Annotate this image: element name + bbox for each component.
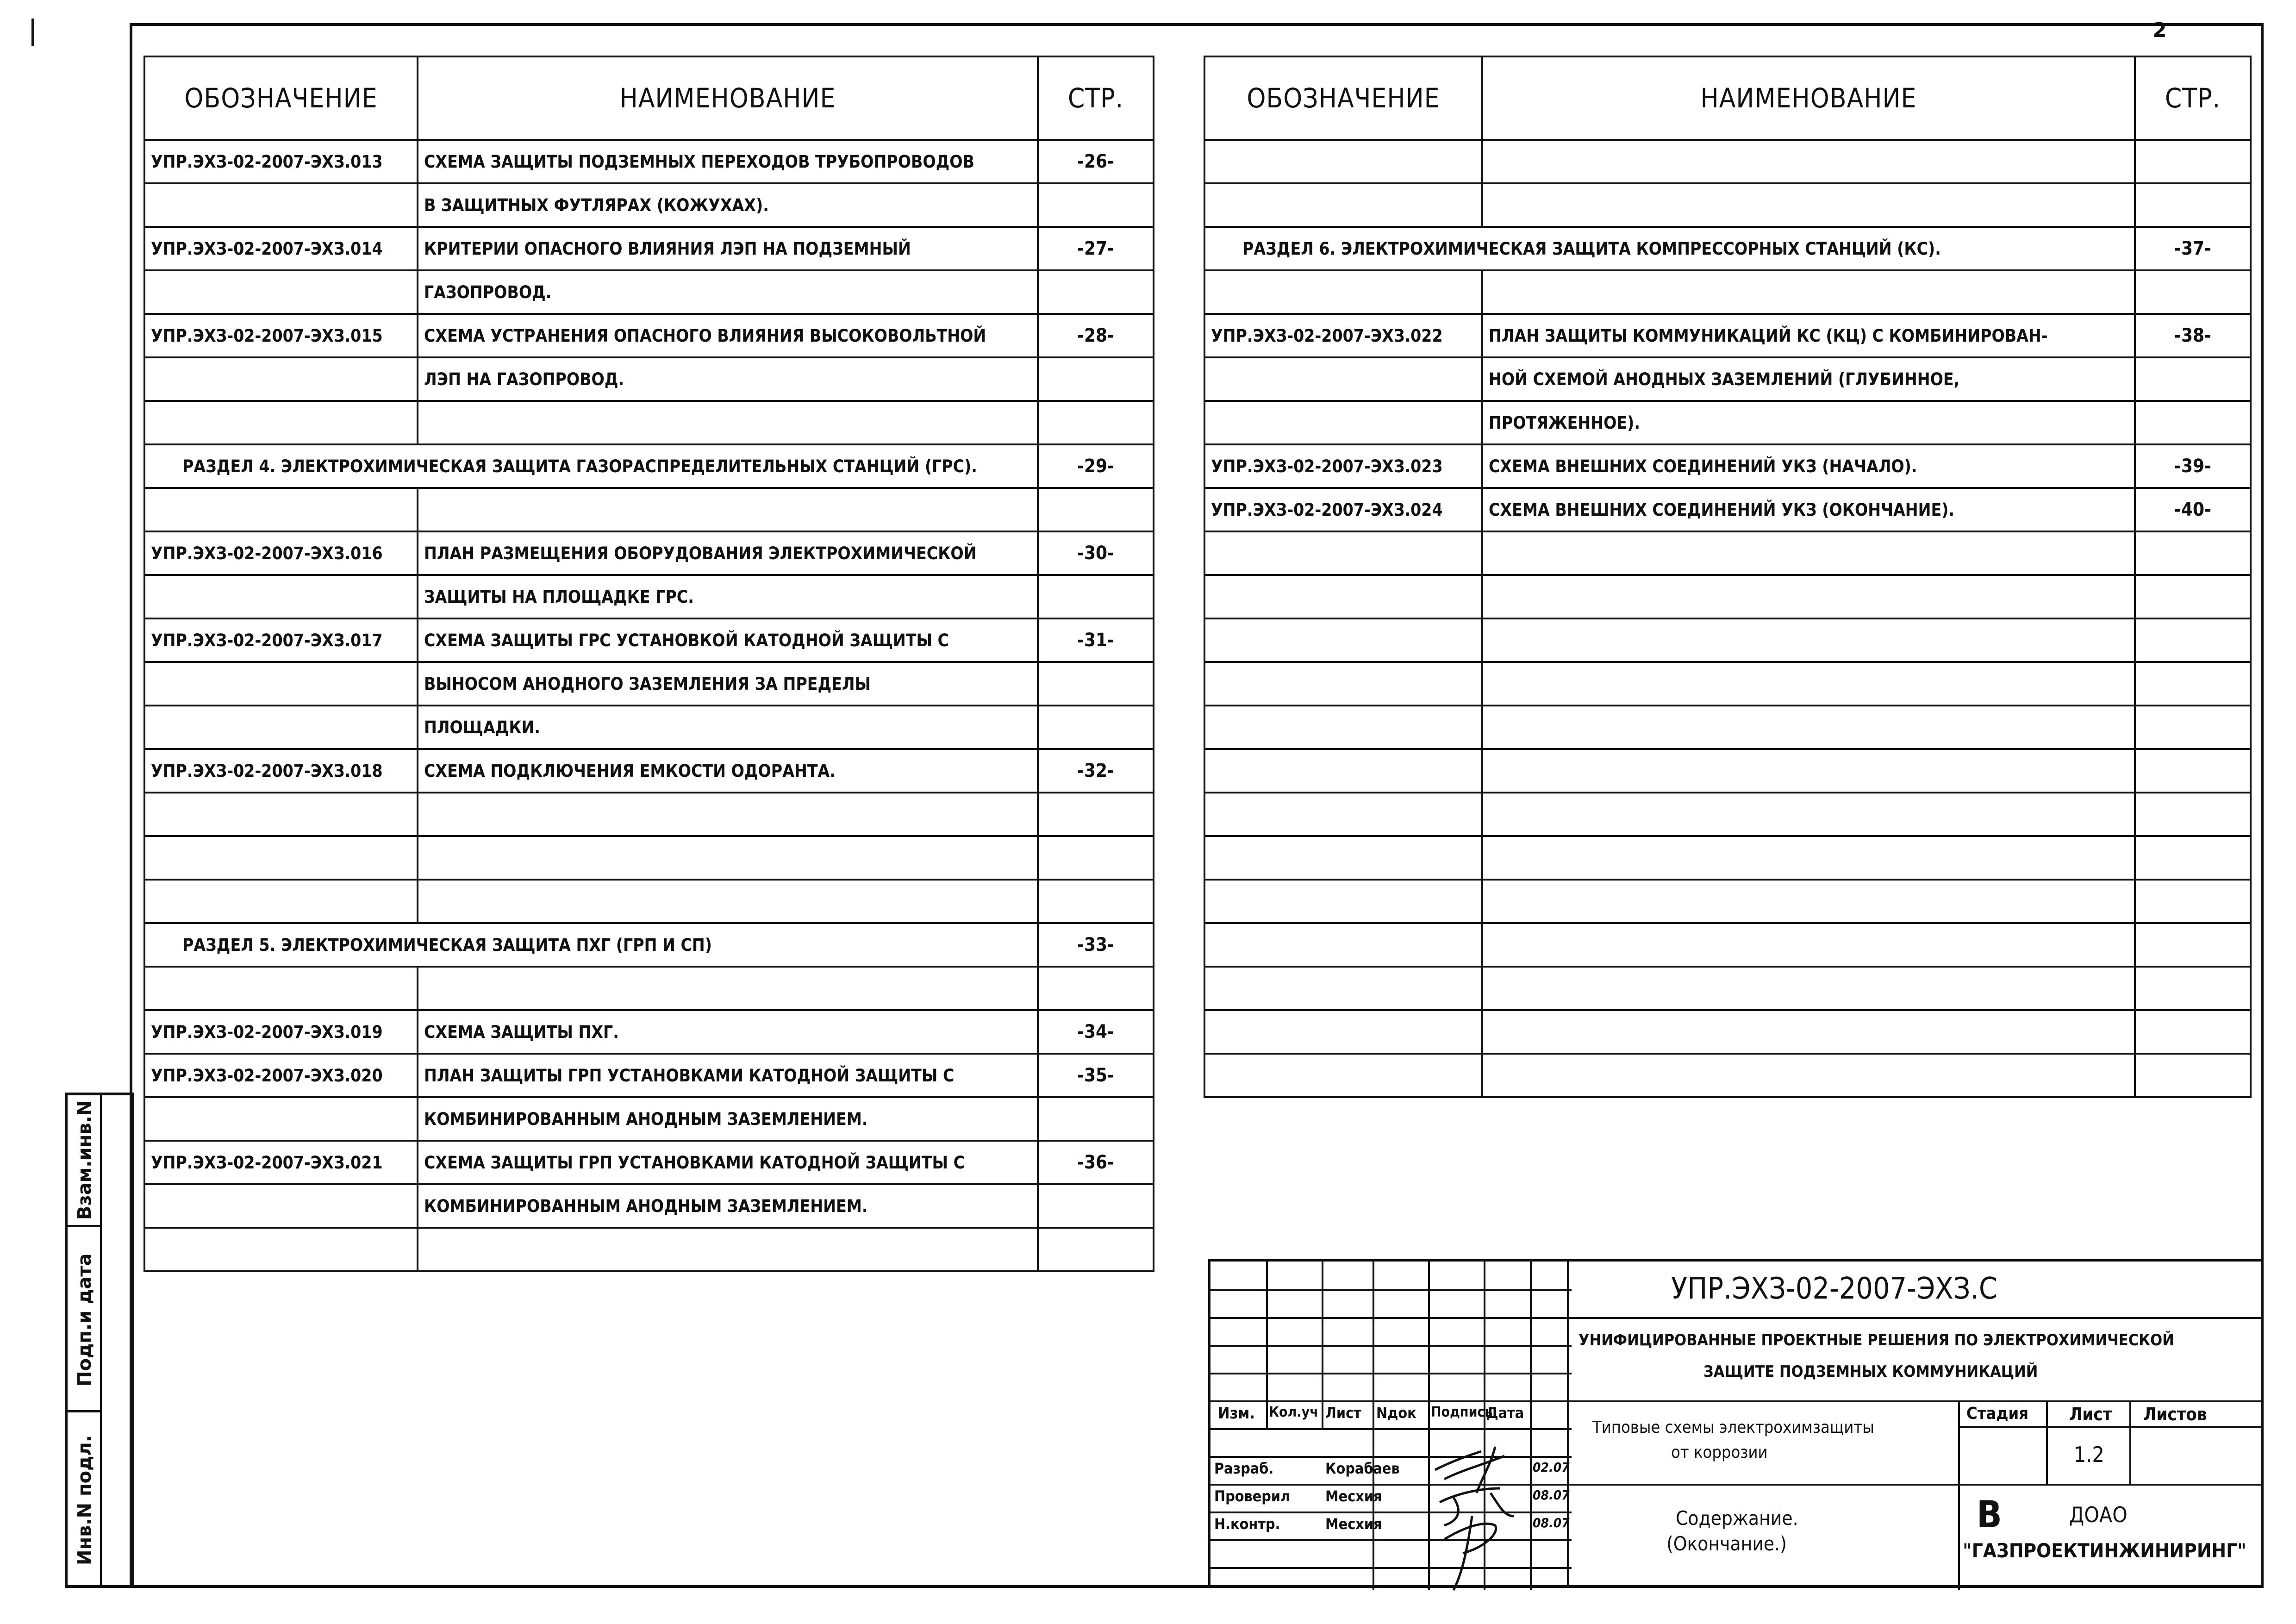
page-cell bbox=[2135, 923, 2251, 967]
date-developer: 02.07 bbox=[1533, 1460, 1570, 1475]
col-header-sheet: Лист bbox=[1325, 1404, 1361, 1422]
page-cell bbox=[2135, 967, 2251, 1010]
table-row bbox=[144, 183, 1154, 227]
role-norm-control: Н.контр. bbox=[1214, 1515, 1280, 1533]
page-cell bbox=[2135, 401, 2251, 444]
name-cell: ПЛОЩАДКИ. bbox=[418, 706, 1038, 749]
table-row bbox=[144, 793, 1154, 836]
page-cell: -26- bbox=[1038, 140, 1154, 183]
designation-cell bbox=[144, 488, 418, 531]
name-cell bbox=[1482, 270, 2135, 314]
role-checker: Проверил bbox=[1214, 1487, 1291, 1505]
col-header-date: Дата bbox=[1486, 1404, 1524, 1422]
designation-cell bbox=[144, 967, 418, 1010]
designation-cell bbox=[144, 662, 418, 706]
designation-cell bbox=[1204, 357, 1482, 401]
page-cell: -39- bbox=[2135, 444, 2251, 488]
page-cell bbox=[2135, 140, 2251, 183]
designation-cell bbox=[144, 270, 418, 314]
designation-cell: УПР.ЭХЗ-02-2007-ЭХЗ.018 bbox=[144, 749, 418, 793]
page-cell: -35- bbox=[1038, 1054, 1154, 1097]
name-cell bbox=[1482, 1054, 2135, 1097]
page-cell bbox=[1038, 270, 1154, 314]
name-cell bbox=[1482, 531, 2135, 575]
name-cell: НОЙ СХЕМОЙ АНОДНЫХ ЗАЗЕМЛЕНИЙ (ГЛУБИННОЕ, bbox=[1482, 357, 2135, 401]
document-designation: УПР.ЭХЗ-02-2007-ЭХЗ.С bbox=[1671, 1272, 1998, 1306]
page-cell: -29- bbox=[1038, 444, 1154, 488]
name-cell: СХЕМА ЗАЩИТЫ ПОДЗЕМНЫХ ПЕРЕХОДОВ ТРУБОПРОВОДОВ bbox=[418, 140, 1038, 183]
designation-cell bbox=[144, 836, 418, 880]
header-name: НАИМЕНОВАНИЕ bbox=[418, 56, 1038, 140]
name-cell: СХЕМА ВНЕШНИХ СОЕДИНЕНИЙ УКЗ (ОКОНЧАНИЕ). bbox=[1482, 488, 2135, 531]
table-row bbox=[1204, 140, 2251, 183]
page-cell bbox=[1038, 880, 1154, 923]
name-cell: ЗАЩИТЫ НА ПЛОЩАДКЕ ГРС. bbox=[418, 575, 1038, 618]
name-cell bbox=[1482, 880, 2135, 923]
page-cell: -31- bbox=[1038, 618, 1154, 662]
page-cell bbox=[2135, 618, 2251, 662]
contents-table-right bbox=[1204, 56, 2252, 1098]
header-page: СТР. bbox=[1038, 56, 1154, 140]
page-cell bbox=[2135, 1010, 2251, 1054]
table-row bbox=[1204, 488, 2251, 531]
table-row bbox=[144, 618, 1154, 662]
page-cell bbox=[1038, 662, 1154, 706]
table-row bbox=[144, 1141, 1154, 1184]
name-cell: СХЕМА ЗАЩИТЫ ГРП УСТАНОВКАМИ КАТОДНОЙ ЗАЩИТЫ С bbox=[418, 1141, 1038, 1184]
designation-cell: УПР.ЭХЗ-02-2007-ЭХЗ.013 bbox=[144, 140, 418, 183]
table-row bbox=[144, 662, 1154, 706]
name-cell: В ЗАЩИТНЫХ ФУТЛЯРАХ (КОЖУХАХ). bbox=[418, 183, 1038, 227]
page-cell: -34- bbox=[1038, 1010, 1154, 1054]
name-cell bbox=[418, 880, 1038, 923]
table-row bbox=[1204, 183, 2251, 227]
table-row bbox=[144, 706, 1154, 749]
name-cell bbox=[1482, 183, 2135, 227]
name-cell bbox=[1482, 618, 2135, 662]
table-row bbox=[1204, 923, 2251, 967]
table-row bbox=[1204, 357, 2251, 401]
designation-cell bbox=[1204, 1054, 1482, 1097]
name-cell bbox=[418, 967, 1038, 1010]
table-row bbox=[144, 967, 1154, 1010]
name-cell bbox=[1482, 923, 2135, 967]
name-cell bbox=[418, 1228, 1038, 1271]
name-cell bbox=[1482, 575, 2135, 618]
designation-cell: УПР.ЭХЗ-02-2007-ЭХЗ.015 bbox=[144, 314, 418, 357]
side-label-signature-date: Подп.и дата bbox=[74, 1253, 95, 1387]
role-developer: Разраб. bbox=[1214, 1460, 1274, 1477]
sheet-label: Лист bbox=[2069, 1404, 2112, 1424]
contents-table-left bbox=[144, 56, 1154, 1272]
page-cell bbox=[1038, 183, 1154, 227]
table-row bbox=[1204, 227, 2251, 270]
table-row bbox=[1204, 662, 2251, 706]
page-cell: -33- bbox=[1038, 923, 1154, 967]
designation-cell bbox=[1204, 836, 1482, 880]
col-header-docno: Nдок bbox=[1376, 1404, 1416, 1422]
name-developer: Корабаев bbox=[1325, 1460, 1400, 1477]
page-cell bbox=[1038, 793, 1154, 836]
designation-cell bbox=[1204, 575, 1482, 618]
table-row bbox=[1204, 749, 2251, 793]
designation-cell: УПР.ЭХЗ-02-2007-ЭХЗ.017 bbox=[144, 618, 418, 662]
designation-cell bbox=[1204, 270, 1482, 314]
page-cell bbox=[2135, 880, 2251, 923]
col-header-change: Изм. bbox=[1218, 1404, 1255, 1423]
designation-cell: УПР.ЭХЗ-02-2007-ЭХЗ.024 bbox=[1204, 488, 1482, 531]
side-stamp-strip bbox=[65, 1093, 134, 1588]
designation-cell: УПР.ЭХЗ-02-2007-ЭХЗ.023 bbox=[1204, 444, 1482, 488]
table-row bbox=[1204, 618, 2251, 662]
sheets-label: Листов bbox=[2143, 1404, 2207, 1424]
name-cell: КОМБИНИРОВАННЫМ АНОДНЫМ ЗАЗЕМЛЕНИЕМ. bbox=[418, 1184, 1038, 1228]
designation-cell bbox=[1204, 923, 1482, 967]
table-row bbox=[1204, 270, 2251, 314]
page-cell bbox=[1038, 575, 1154, 618]
name-cell bbox=[1482, 140, 2135, 183]
table-row bbox=[1204, 1054, 2251, 1097]
designation-cell bbox=[144, 706, 418, 749]
table-row bbox=[144, 1054, 1154, 1097]
page-cell bbox=[2135, 575, 2251, 618]
page-cell bbox=[2135, 836, 2251, 880]
table-row bbox=[144, 488, 1154, 531]
date-norm-control: 08.07 bbox=[1533, 1515, 1570, 1530]
name-cell: КОМБИНИРОВАННЫМ АНОДНЫМ ЗАЗЕМЛЕНИЕМ. bbox=[418, 1097, 1038, 1141]
header-designation: ОБОЗНАЧЕНИЕ bbox=[1204, 56, 1482, 140]
designation-cell bbox=[144, 183, 418, 227]
company-logo-icon: B bbox=[1977, 1493, 2002, 1536]
name-cell bbox=[1482, 1010, 2135, 1054]
doc-title-line2: (Окончание.) bbox=[1666, 1532, 1787, 1555]
designation-cell bbox=[1204, 662, 1482, 706]
page-cell bbox=[1038, 1097, 1154, 1141]
page-cell bbox=[2135, 357, 2251, 401]
name-cell bbox=[1482, 793, 2135, 836]
designation-cell bbox=[144, 357, 418, 401]
sheet-title-line1: Типовые схемы электрохимзащиты bbox=[1592, 1418, 1874, 1437]
page-cell: -28- bbox=[1038, 314, 1154, 357]
designation-cell bbox=[1204, 880, 1482, 923]
table-row bbox=[144, 1097, 1154, 1141]
designation-cell: УПР.ЭХЗ-02-2007-ЭХЗ.022 bbox=[1204, 314, 1482, 357]
name-cell: ПЛАН ЗАЩИТЫ ГРП УСТАНОВКАМИ КАТОДНОЙ ЗАЩИТЫ С bbox=[418, 1054, 1038, 1097]
name-cell: ПЛАН ЗАЩИТЫ КОММУНИКАЦИЙ КС (КЦ) С КОМБИНИРОВАН- bbox=[1482, 314, 2135, 357]
name-cell: ЛЭП НА ГАЗОПРОВОД. bbox=[418, 357, 1038, 401]
designation-cell: УПР.ЭХЗ-02-2007-ЭХЗ.020 bbox=[144, 1054, 418, 1097]
revision-grid bbox=[1208, 1259, 1569, 1588]
page-cell bbox=[1038, 836, 1154, 880]
page-cell bbox=[2135, 183, 2251, 227]
designation-cell bbox=[1204, 618, 1482, 662]
section-heading: РАЗДЕЛ 4. ЭЛЕКТРОХИМИЧЕСКАЯ ЗАЩИТА ГАЗОРАСПРЕДЕЛИТЕЛЬНЫХ СТАНЦИЙ (ГРС). bbox=[144, 444, 1038, 488]
sheet-title-line2: от коррозии bbox=[1671, 1443, 1768, 1462]
designation-cell bbox=[1204, 967, 1482, 1010]
table-row bbox=[144, 923, 1154, 967]
designation-cell bbox=[1204, 706, 1482, 749]
name-cell: СХЕМА УСТРАНЕНИЯ ОПАСНОГО ВЛИЯНИЯ ВЫСОКОВОЛЬТНОЙ bbox=[418, 314, 1038, 357]
name-cell bbox=[1482, 967, 2135, 1010]
table-row bbox=[1204, 444, 2251, 488]
table-row bbox=[1204, 967, 2251, 1010]
page-cell: -30- bbox=[1038, 531, 1154, 575]
page-cell bbox=[1038, 967, 1154, 1010]
table-row bbox=[144, 227, 1154, 270]
table-row bbox=[1204, 880, 2251, 923]
name-cell bbox=[418, 793, 1038, 836]
corner-tick bbox=[31, 19, 34, 46]
table-row bbox=[1204, 836, 2251, 880]
side-label-replacement: Взам.инв.N bbox=[74, 1100, 95, 1220]
company-prefix: ДОАО bbox=[2069, 1502, 2128, 1527]
table-row bbox=[144, 1184, 1154, 1228]
name-cell bbox=[418, 836, 1038, 880]
name-cell: ПЛАН РАЗМЕЩЕНИЯ ОБОРУДОВАНИЯ ЭЛЕКТРОХИМИЧЕСКОЙ bbox=[418, 531, 1038, 575]
page-cell bbox=[2135, 270, 2251, 314]
page-cell bbox=[1038, 401, 1154, 444]
title-block bbox=[1208, 1259, 2264, 1588]
page-cell bbox=[1038, 706, 1154, 749]
table-row bbox=[1204, 1010, 2251, 1054]
header-name: НАИМЕНОВАНИЕ bbox=[1482, 56, 2135, 140]
table-row bbox=[144, 357, 1154, 401]
page-cell: -40- bbox=[2135, 488, 2251, 531]
side-label-original-inventory: Инв.N подл. bbox=[74, 1435, 95, 1566]
page-cell bbox=[2135, 531, 2251, 575]
designation-cell bbox=[1204, 140, 1482, 183]
name-cell bbox=[418, 401, 1038, 444]
name-cell: СХЕМА ВНЕШНИХ СОЕДИНЕНИЙ УКЗ (НАЧАЛО). bbox=[1482, 444, 2135, 488]
page-cell bbox=[1038, 1228, 1154, 1271]
designation-cell bbox=[144, 793, 418, 836]
col-header-count: Кол.уч bbox=[1269, 1404, 1318, 1420]
name-cell: КРИТЕРИИ ОПАСНОГО ВЛИЯНИЯ ЛЭП НА ПОДЗЕМНЫЙ bbox=[418, 227, 1038, 270]
page-cell: -37- bbox=[2135, 227, 2251, 270]
name-cell: СХЕМА ЗАЩИТЫ ПХГ. bbox=[418, 1010, 1038, 1054]
page-cell bbox=[1038, 1184, 1154, 1228]
table-row bbox=[144, 836, 1154, 880]
project-title-line1: УНИФИЦИРОВАННЫЕ ПРОЕКТНЫЕ РЕШЕНИЯ ПО ЭЛЕКТРОХИМИЧЕСКОЙ bbox=[1578, 1331, 2174, 1349]
doc-title-line1: Содержание. bbox=[1676, 1507, 1798, 1530]
handwritten-signatures bbox=[1426, 1400, 1537, 1595]
designation-cell bbox=[144, 575, 418, 618]
page-number: 2 bbox=[2152, 19, 2167, 42]
name-cell: ГАЗОПРОВОД. bbox=[418, 270, 1038, 314]
name-cell bbox=[1482, 706, 2135, 749]
table-row bbox=[1204, 314, 2251, 357]
designation-cell: УПР.ЭХЗ-02-2007-ЭХЗ.016 bbox=[144, 531, 418, 575]
date-checker: 08.07 bbox=[1533, 1487, 1570, 1503]
page-cell bbox=[2135, 706, 2251, 749]
designation-cell: УПР.ЭХЗ-02-2007-ЭХЗ.021 bbox=[144, 1141, 418, 1184]
designation-cell bbox=[144, 1184, 418, 1228]
table-row bbox=[1204, 706, 2251, 749]
col-header-signature: Подпись bbox=[1431, 1404, 1493, 1420]
page-cell bbox=[1038, 488, 1154, 531]
name-checker: Месхия bbox=[1325, 1487, 1382, 1505]
name-cell: ПРОТЯЖЕННОЕ). bbox=[1482, 401, 2135, 444]
table-row bbox=[144, 575, 1154, 618]
name-cell: ВЫНОСОМ АНОДНОГО ЗАЗЕМЛЕНИЯ ЗА ПРЕДЕЛЫ bbox=[418, 662, 1038, 706]
page-cell bbox=[1038, 357, 1154, 401]
header-designation: ОБОЗНАЧЕНИЕ bbox=[144, 56, 418, 140]
section-heading: РАЗДЕЛ 5. ЭЛЕКТРОХИМИЧЕСКАЯ ЗАЩИТА ПХГ (ГРП И СП) bbox=[144, 923, 1038, 967]
page-cell bbox=[2135, 1054, 2251, 1097]
table-row bbox=[144, 749, 1154, 793]
table-row bbox=[144, 401, 1154, 444]
designation-cell bbox=[1204, 749, 1482, 793]
designation-cell bbox=[1204, 793, 1482, 836]
page-cell: -36- bbox=[1038, 1141, 1154, 1184]
table-row bbox=[1204, 531, 2251, 575]
name-cell: СХЕМА ПОДКЛЮЧЕНИЯ ЕМКОСТИ ОДОРАНТА. bbox=[418, 749, 1038, 793]
name-cell: СХЕМА ЗАЩИТЫ ГРС УСТАНОВКОЙ КАТОДНОЙ ЗАЩИТЫ С bbox=[418, 618, 1038, 662]
name-norm-control: Месхия bbox=[1325, 1515, 1382, 1533]
header-page: СТР. bbox=[2135, 56, 2251, 140]
company-name: "ГАЗПРОЕКТИНЖИНИРИНГ" bbox=[1963, 1539, 2246, 1562]
section-heading: РАЗДЕЛ 6. ЭЛЕКТРОХИМИЧЕСКАЯ ЗАЩИТА КОМПРЕССОРНЫХ СТАНЦИЙ (КС). bbox=[1204, 227, 2135, 270]
designation-cell bbox=[144, 401, 418, 444]
table-row bbox=[1204, 401, 2251, 444]
page-cell bbox=[2135, 793, 2251, 836]
table-row bbox=[144, 314, 1154, 357]
designation-cell bbox=[1204, 531, 1482, 575]
table-row bbox=[144, 1228, 1154, 1271]
designation-cell bbox=[1204, 1010, 1482, 1054]
table-row bbox=[1204, 793, 2251, 836]
designation-cell bbox=[144, 1097, 418, 1141]
name-cell bbox=[1482, 749, 2135, 793]
designation-cell bbox=[1204, 401, 1482, 444]
designation-cell: УПР.ЭХЗ-02-2007-ЭХЗ.019 bbox=[144, 1010, 418, 1054]
designation-cell bbox=[144, 1228, 418, 1271]
page-cell bbox=[2135, 662, 2251, 706]
page-cell: -32- bbox=[1038, 749, 1154, 793]
name-cell bbox=[1482, 662, 2135, 706]
table-row bbox=[144, 531, 1154, 575]
designation-cell bbox=[1204, 183, 1482, 227]
project-title-line2: ЗАЩИТЕ ПОДЗЕМНЫХ КОММУНИКАЦИЙ bbox=[1703, 1362, 2038, 1381]
name-cell bbox=[418, 488, 1038, 531]
table-row bbox=[144, 270, 1154, 314]
designation-cell: УПР.ЭХЗ-02-2007-ЭХЗ.014 bbox=[144, 227, 418, 270]
sheet-value: 1.2 bbox=[2074, 1442, 2104, 1467]
name-cell bbox=[1482, 836, 2135, 880]
table-row bbox=[144, 1010, 1154, 1054]
stage-label: Стадия bbox=[1966, 1404, 2029, 1423]
table-row bbox=[144, 140, 1154, 183]
table-row bbox=[144, 880, 1154, 923]
page-cell bbox=[2135, 749, 2251, 793]
title-block-main bbox=[1569, 1259, 2264, 1588]
table-row bbox=[1204, 575, 2251, 618]
table-row bbox=[144, 444, 1154, 488]
page-cell: -27- bbox=[1038, 227, 1154, 270]
page-cell: -38- bbox=[2135, 314, 2251, 357]
designation-cell bbox=[144, 880, 418, 923]
